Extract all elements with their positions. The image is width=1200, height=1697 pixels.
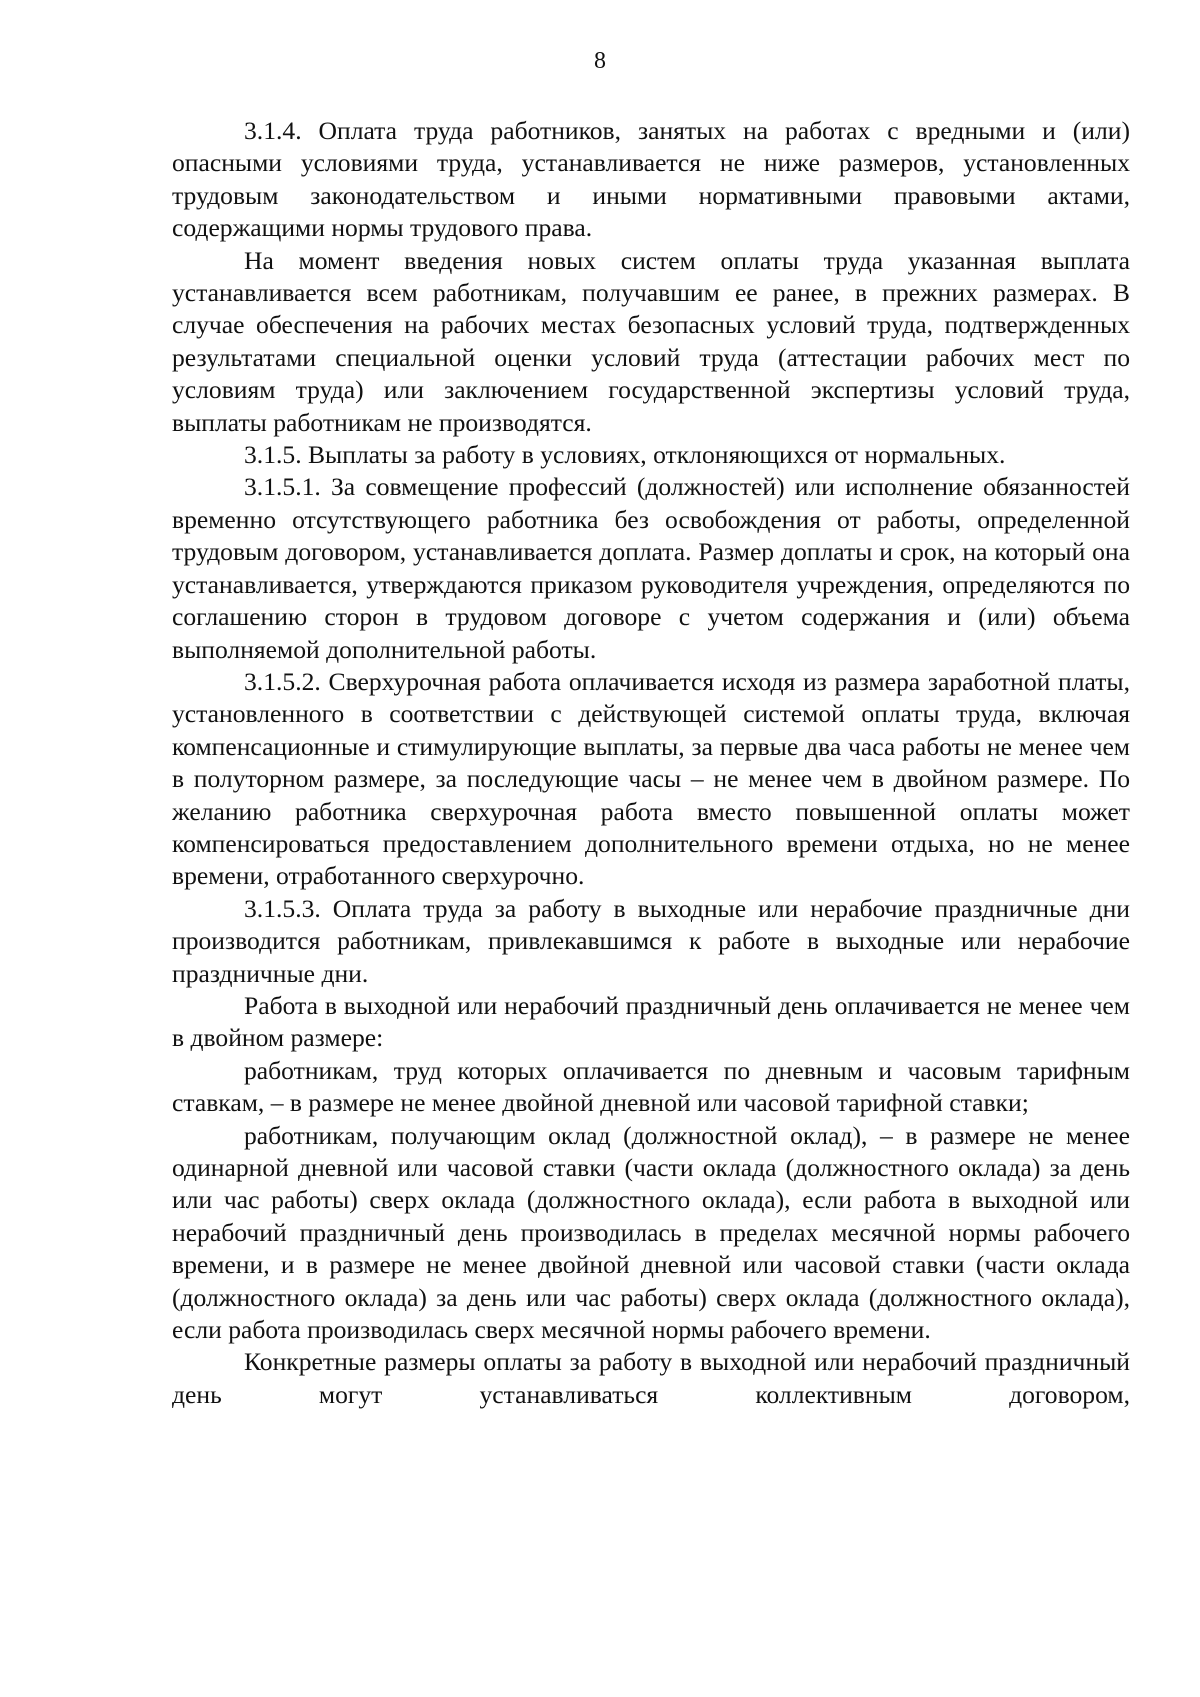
paragraph-3-1-4: 3.1.4. Оплата труда работников, занятых на работах с вредными и (или) опасными условиями труда, устанавливается не ниже размеров, установленных трудовым законодательством и иными нормативными правовыми актами, содержащими нормы трудового права. — [172, 116, 1130, 243]
paragraph-specific-amounts: Конкретные размеры оплаты за работу в выходной или нерабочий праздничный день могут устанавливаться коллективным договором, — [172, 1347, 1130, 1409]
paragraph-3-1-5-1: 3.1.5.1. За совмещение профессий (должностей) или исполнение обязанностей временно отсутствующего работника без освобождения от работы, определенной трудовым договором, устанавливается доплата. Размер доплаты и срок, на который она устанавливается, утверждаются приказом руководителя учреждения, определяются по соглашению сторон в трудовом договоре с учетом содержания и (или) объема выполняемой дополнительной работы. — [172, 472, 1130, 664]
paragraph-3-1-5: 3.1.5. Выплаты за работу в условиях, отклоняющихся от нормальных. — [244, 440, 1006, 470]
paragraph-new-systems: На момент введения новых систем оплаты труда указанная выплата устанавливается всем работникам, получавшим ее ранее, в прежних размерах. В случае обеспечения на рабочих местах безопасных условий труда, подтвержденных результатами специальной оценки условий труда (аттестации рабочих мест по условиям труда) или заключением государственной экспертизы условий труда, выплаты работникам не производятся. — [172, 245, 1130, 437]
paragraph-3-1-5-2: 3.1.5.2. Сверхурочная работа оплачивается исходя из размера заработной платы, установленного в соответствии с действующей системой оплаты труда, включая компенсационные и стимулирующие выплаты, за первые два часа работы не менее чем в полуторном размере, за последующие часы – не менее чем в двойном размере. По желанию работника сверхурочная работа вместо повышенной оплаты может компенсироваться предоставлением дополнительного времени отдыха, но не менее времени, отработанного сверхурочно. — [172, 666, 1130, 891]
paragraph-holiday-pay: Работа в выходной или нерабочий праздничный день оплачивается не менее чем в двойном размере: — [172, 990, 1130, 1053]
paragraph-3-1-5-3: 3.1.5.3. Оплата труда за работу в выходные или нерабочие праздничные дни производится работникам, привлекавшимся к работе в выходные или нерабочие праздничные дни. — [172, 893, 1130, 988]
page-number: 8 — [594, 48, 606, 74]
paragraph-tariff-workers: работникам, труд которых оплачивается по дневным и часовым тарифным ставкам, – в размере не менее двойной дневной или часовой тарифной ставки; — [172, 1055, 1130, 1118]
document-body — [172, 115, 1130, 1411]
paragraph-salaried-workers: работникам, получающим оклад (должностной оклад), – в размере не менее одинарной дневной или часовой ставки (части оклада (должностного оклада) за день или час работы) сверх оклада (должностного оклада), если работа в выходной или нерабочий праздничный день производилась в пределах месячной нормы рабочего времени, и в размере не менее двойной дневной или часовой ставки (части оклада (должностного оклада) за день или час работы) сверх оклада (должностного оклада), если работа производилась сверх месячной нормы рабочего времени. — [172, 1120, 1130, 1345]
